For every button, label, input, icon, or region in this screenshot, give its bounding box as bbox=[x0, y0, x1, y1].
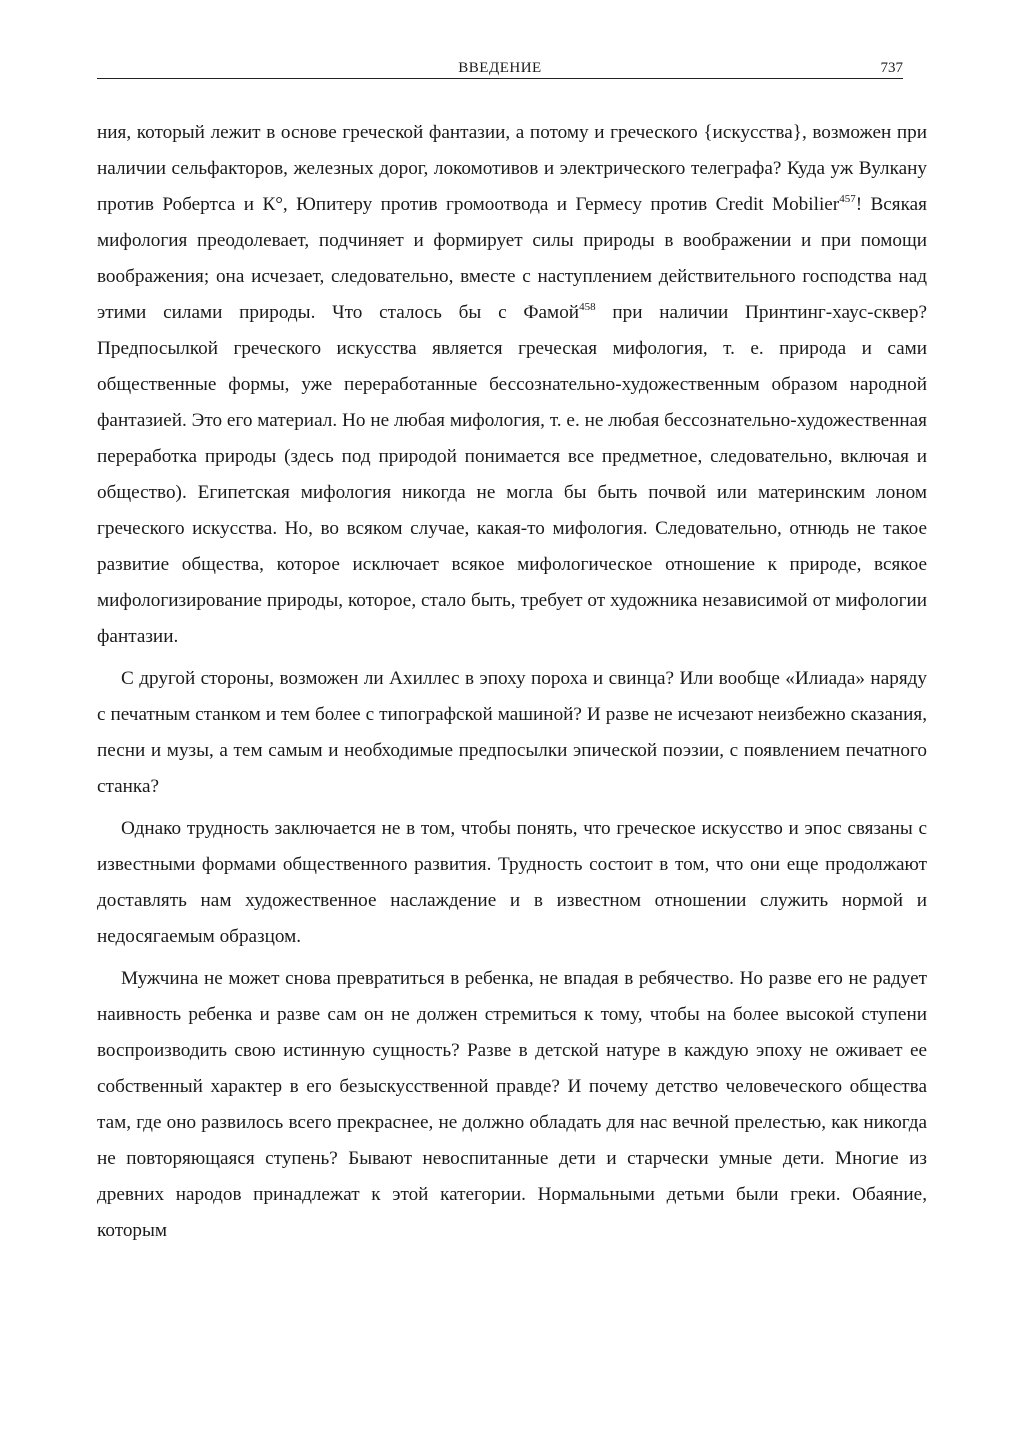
body-text bbox=[97, 115, 927, 1255]
paragraph-text: при наличии Принтинг-хаус-сквер? Предпосылкой греческого искусства является греческая мифология, т. е. природа и сами общественные формы, уже переработанные бессознательно-художественным образом народной фантазией. Это его материал. Но не любая мифология, т. е. не любая бессознательно-художественная переработка природы (здесь под природой понимается все предметное, следовательно, включая и общество). Египетская мифология никогда не могла бы быть почвой или материнским лоном греческого искусства. Но, во всяком случае, какая-то мифология. Следовательно, отнюдь не такое развитие общества, которое исключает всякое мифологическое отношение к природе, всякое мифологизирование природы, которое, стало быть, требует от художника независимой от мифологии фантазии. bbox=[97, 302, 927, 647]
paragraph: Мужчина не может снова превратиться в ребенка, не впадая в ребячество. Но разве его не радует наивность ребенка и разве сам он не должен стремиться к тому, чтобы на более высокой ступени воспроизводить свою истинную сущность? Разве в детской натуре в каждую эпоху не оживает ее собственный характер в его безыскусственной правде? И почему детство человеческого общества там, где оно развилось всего прекраснее, не должно обладать для нас вечной прелестью, как никогда не повторяющаяся ступень? Бывают невоспитанные дети и старчески умные дети. Многие из древних народов принадлежат к этой категории. Нормальными детьми были греки. Обаяние, которым bbox=[97, 968, 927, 1241]
page-header bbox=[97, 58, 903, 79]
paragraph: Однако трудность заключается не в том, чтобы понять, что греческое искусство и эпос связаны с известными формами общественного развития. Трудность состоит в том, что они еще продолжают доставлять нам художественное наслаждение и в известном отношении служить нормой и недосягаемым образцом. bbox=[97, 818, 927, 947]
paragraph: С другой стороны, возможен ли Ахиллес в эпоху пороха и свинца? Или вообще «Илиада» наряду с печатным станком и тем более с типографской машиной? И разве не исчезают неизбежно сказания, песни и музы, а тем самым и необходимые предпосылки эпической поэзии, с появлением печатного станка? bbox=[97, 668, 927, 797]
page-number: 737 bbox=[880, 60, 903, 76]
paragraph bbox=[97, 115, 927, 655]
footnote-ref-457[interactable]: 457 bbox=[839, 192, 856, 205]
footnote-ref-458[interactable]: 458 bbox=[579, 300, 596, 313]
paragraph-text: ния, который лежит в основе греческой фантазии, а потому и греческого {искусства}, возможен при наличии сельфакторов, железных дорог, локомотивов и электрического телеграфа? Куда уж Вулкану против Робертса и К°, Юпитеру против громоотвода и Гермесу против Credit Mobilier bbox=[97, 122, 927, 215]
paragraph-text: ! Всякая мифология преодолевает, подчиняет и формирует силы природы в воображении и при помощи воображения; она исчезает, следовательно, вместе с наступлением действительного господства над этими силами природы. Что сталось бы с Фамой bbox=[97, 194, 928, 323]
running-title: ВВЕДЕНИЕ bbox=[458, 60, 542, 76]
